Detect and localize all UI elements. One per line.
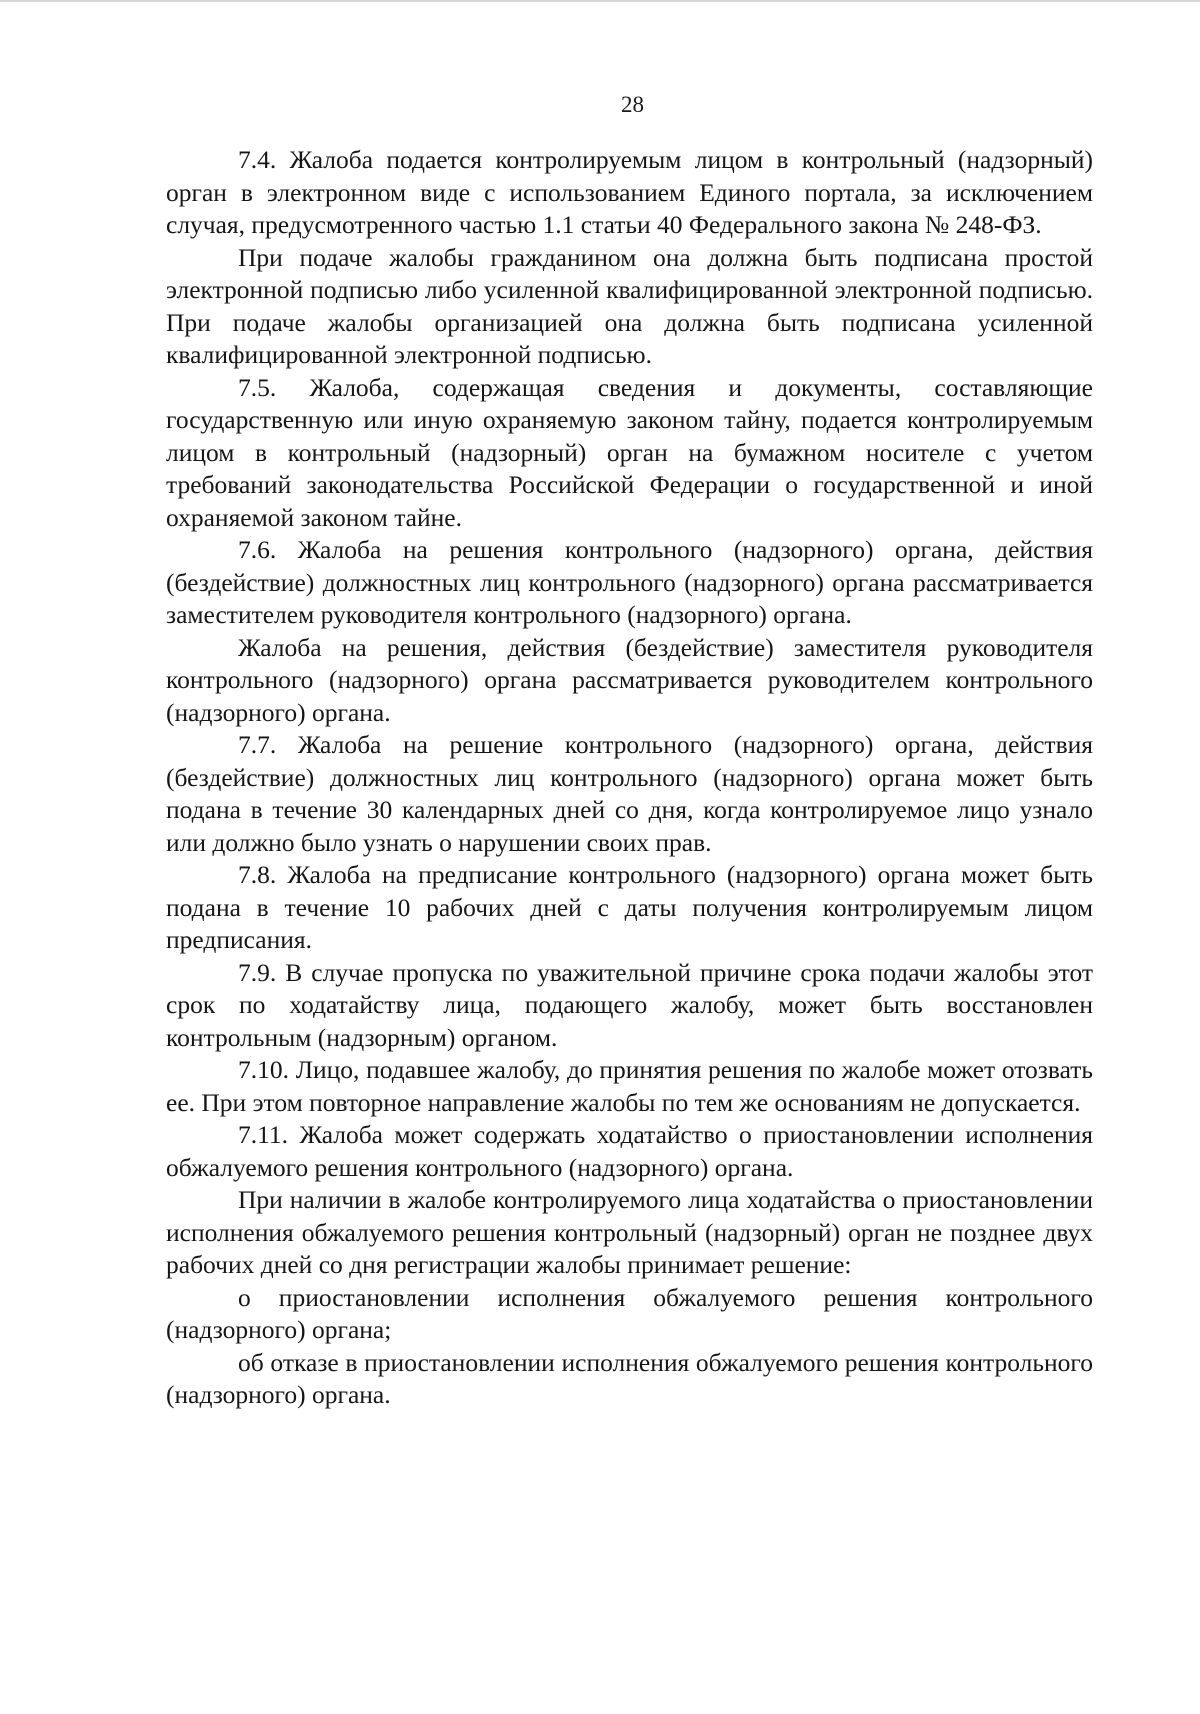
scan-top-edge (0, 0, 1200, 2)
paragraph-7-8: 7.8. Жалоба на предписание контрольного (надзорного) органа может быть подана в течение 10 рабочих дней с даты получения контролируемым лицом предписания. (166, 860, 1093, 954)
page-number: 28 (621, 92, 644, 117)
paragraph-7-6: 7.6. Жалоба на решения контрольного (надзорного) органа, действия (бездействие) должностных лиц контрольного (надзорного) органа рассматривается заместителем руководителя контрольного (надзорного) органа. (166, 535, 1093, 629)
document-body (166, 144, 1093, 1412)
paragraph-deputy-complaint: Жалоба на решения, действия (бездействие) заместителя руководителя контрольного (надзорного) органа рассматривается руководителем контрольного (надзорного) органа. (166, 632, 1093, 727)
paragraph-decision-suspend: о приостановлении исполнения обжалуемого решения контрольного (надзорного) органа; (166, 1282, 1093, 1344)
paragraph-suspension-petition: При наличии в жалобе контролируемого лица ходатайства о приостановлении исполнения обжалуемого решения контрольный (надзорный) орган не позднее двух рабочих дней со дня регистрации жалобы принимает решение: (166, 1185, 1093, 1279)
paragraph-7-11: 7.11. Жалоба может содержать ходатайство о приостановлении исполнения обжалуемого решения контрольного (надзорного) органа. (166, 1120, 1093, 1182)
paragraph-7-5: 7.5. Жалоба, содержащая сведения и документы, составляющие государственную или иную охраняемую законом тайну, подается контролируемым лицом в контрольный (надзорный) орган на бумажном носителе с учетом требований законодательства Российской Федерации о государственной и иной охраняемой законом тайне. (166, 372, 1093, 532)
paragraph-7-9: 7.9. В случае пропуска по уважительной причине срока подачи жалобы этот срок по ходатайству лица, подающего жалобу, может быть восстановлен контрольным (надзорным) органом. (166, 957, 1093, 1052)
paragraph-signature-requirements: При подаче жалобы гражданином она должна быть подписана простой электронной подписью либо усиленной квалифицированной электронной подписью. При подаче жалобы организацией она должна быть подписана усиленной квалифицированной электронной подписью. (166, 242, 1093, 369)
paragraph-7-10: 7.10. Лицо, подавшее жалобу, до принятия решения по жалобе может отозвать ее. При этом повторное направление жалобы по тем же основаниям не допускается. (166, 1055, 1093, 1117)
paragraph-decision-refuse: об отказе в приостановлении исполнения обжалуемого решения контрольного (надзорного) органа. (166, 1347, 1093, 1409)
paragraph-7-4: 7.4. Жалоба подается контролируемым лицом в контрольный (надзорный) орган в электронном виде с использованием Единого портала, за исключением случая, предусмотренного частью 1.1 статьи 40 Федерального закона № 248-ФЗ. (166, 145, 1093, 239)
paragraph-7-7: 7.7. Жалоба на решение контрольного (надзорного) органа, действия (бездействие) должностных лиц контрольного (надзорного) органа может быть подана в течение 30 календарных дней со дня, когда контролируемое лицо узнало или должно было узнать о нарушении своих прав. (166, 730, 1093, 857)
